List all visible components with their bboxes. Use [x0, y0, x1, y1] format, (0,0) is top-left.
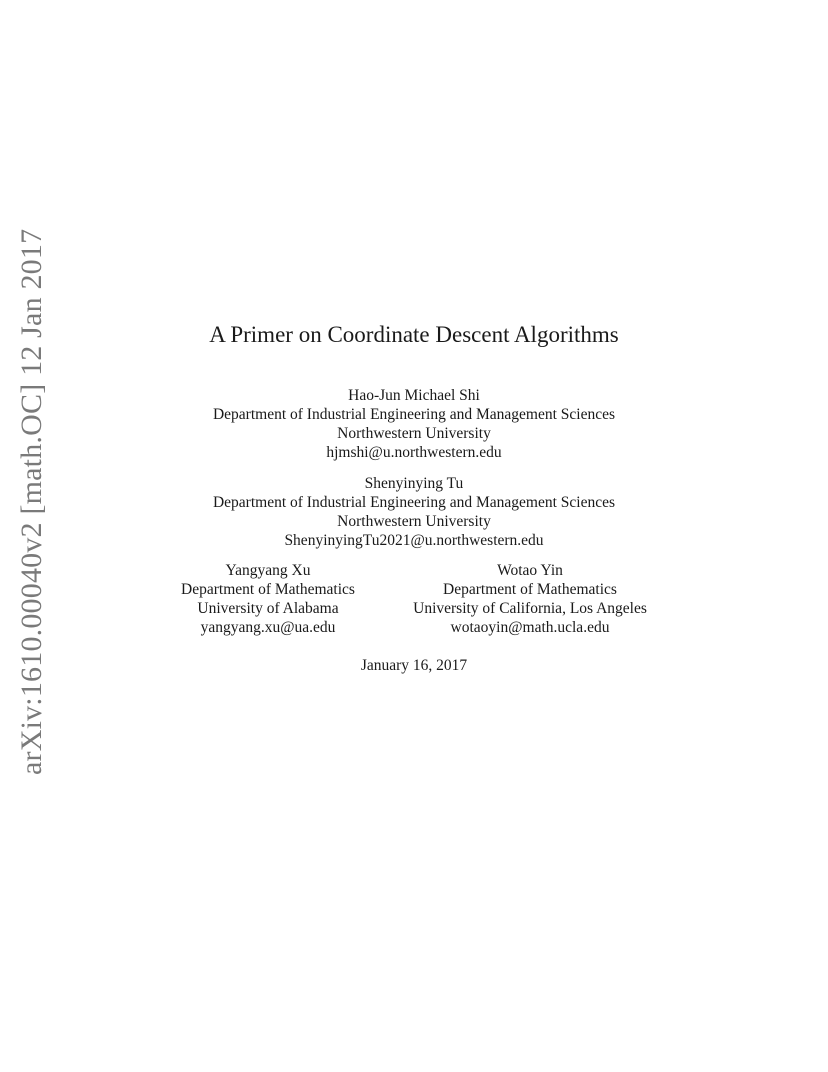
author-department: Department of Mathematics — [181, 581, 355, 598]
arxiv-identifier: arXiv:1610.00040v2 [math.OC] 12 Jan 2017 — [15, 228, 48, 775]
author-name: Shenyinying Tu — [364, 475, 464, 492]
author-name: Wotao Yin — [497, 562, 563, 579]
author-name: Yangyang Xu — [225, 562, 311, 579]
author-institution: Northwestern University — [337, 425, 491, 442]
author-block-tu — [0, 474, 828, 550]
paper-title: A Primer on Coordinate Descent Algorithms — [209, 322, 619, 347]
author-institution: University of Alabama — [197, 600, 339, 617]
author-institution: Northwestern University — [337, 513, 491, 530]
author-email: yangyang.xu@ua.edu — [200, 619, 336, 636]
paper-date: January 16, 2017 — [360, 657, 468, 674]
author-name: Hao-Jun Michael Shi — [348, 387, 480, 404]
author-institution: University of California, Los Angeles — [413, 600, 647, 617]
author-block-yin — [380, 561, 680, 637]
author-email: ShenyinyingTu2021@u.northwestern.edu — [284, 532, 544, 549]
author-department: Department of Industrial Engineering and Management Sciences — [212, 494, 615, 511]
author-department: Department of Mathematics — [443, 581, 617, 598]
author-department: Department of Industrial Engineering and Management Sciences — [212, 406, 615, 423]
author-block-shi — [0, 386, 828, 462]
author-email: hjmshi@u.northwestern.edu — [326, 444, 502, 461]
author-email: wotaoyin@math.ucla.edu — [450, 619, 610, 636]
author-block-xu — [118, 561, 418, 637]
